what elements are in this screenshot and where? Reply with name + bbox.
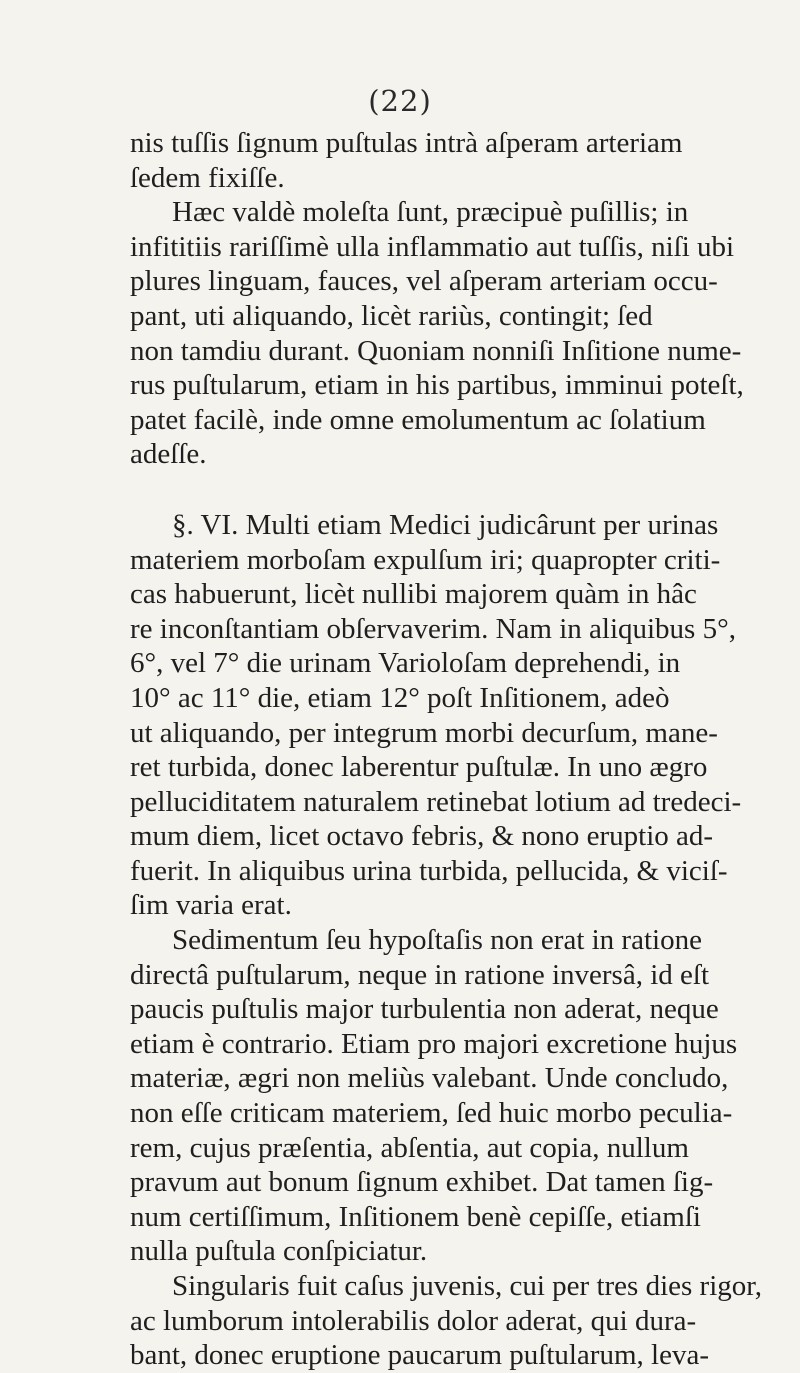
text-line: 6°, vel 7° die urinam Varioloſam deprehendi, in (130, 647, 681, 680)
text-line: Sedimentum ſeu hypoſtaſis non erat in ratione (172, 924, 702, 957)
text-line: ſim varia erat. (130, 889, 292, 922)
text-line: pravum aut bonum ſignum exhibet. Dat tamen ſig- (130, 1166, 714, 1199)
text-line: num certiſſimum, Inſitionem benè cepiſſe, etiamſi (130, 1200, 701, 1233)
text-line: ſedem fixiſſe. (130, 161, 285, 194)
body-text (130, 126, 790, 1373)
text-line: pant, uti aliquando, licèt rariùs, contingit; ſed (130, 299, 653, 332)
text-line: paucis puſtulis major turbulentia non aderat, neque (130, 993, 719, 1026)
text-line: adeſſe. (130, 438, 207, 471)
text-line: nulla puſtula conſpiciatur. (130, 1235, 428, 1268)
text-line: mum diem, licet octavo febris, & nono eruptio ad- (130, 820, 714, 853)
text-line: 10° ac 11° die, etiam 12° poſt Inſitionem, adeò (130, 681, 670, 714)
text-line: fuerit. In aliquibus urina turbida, pellucida, & viciſ- (130, 854, 728, 887)
section-vi-paragraph (130, 508, 790, 923)
text-line: rem, cujus præſentia, abſentia, aut copia, nullum (130, 1131, 689, 1164)
text-line: materiæ, ægri non meliùs valebant. Unde concludo, (130, 1062, 729, 1095)
text-line: Hæc valdè moleſta ſunt, præcipuè puſillis; in (172, 196, 689, 229)
paragraph-1 (130, 126, 790, 195)
text-line: patet facilè, inde omne emolumentum ac ſolatium (130, 403, 706, 436)
text-line: etiam è contrario. Etiam pro majori excretione hujus (130, 1027, 738, 1060)
section-heading-line: §. VI. Multi etiam Medici judicârunt per urinas (172, 508, 719, 541)
page-number: (22) (368, 84, 432, 118)
text-line: infititiis rariſſimè ulla inflammatio aut tuſſis, niſi ubi (130, 230, 735, 263)
text-line: non tamdiu durant. Quoniam nonniſi Inſitione nume- (130, 334, 742, 367)
text-line: ut aliquando, per integrum morbi decurſum, mane- (130, 716, 718, 749)
text-line: ac lumborum intolerabilis dolor aderat, qui dura- (130, 1304, 697, 1337)
text-line: ret turbida, donec laberentur puſtulæ. In uno ægro (130, 751, 708, 784)
paragraph-2 (130, 195, 790, 472)
text-line: materiem morboſam expulſum iri; quapropter criti- (130, 543, 721, 576)
text-line: cas habuerunt, licèt nullibi majorem quàm in hâc (130, 578, 697, 611)
text-line: pelluciditatem naturalem retinebat lotium ad tredeci- (130, 785, 742, 818)
text-line: rus puſtularum, etiam in his partibus, imminui poteſt, (130, 369, 744, 402)
text-line: re inconſtantiam obſervaverim. Nam in aliquibus 5°, (130, 612, 736, 645)
text-line: non eſſe criticam materiem, ſed huic morbo peculia- (130, 1097, 733, 1130)
text-line: directâ puſtularum, neque in ratione inversâ, id eſt (130, 958, 709, 991)
paragraph-singularis (130, 1269, 790, 1373)
text-line: bant, donec eruptione paucarum puſtularum, leva- (130, 1339, 709, 1372)
text-line: nis tuſſis ſignum puſtulas intrà aſperam arteriam (130, 127, 683, 159)
text-line: plures linguam, fauces, vel aſperam arteriam occu- (130, 265, 718, 298)
text-line: Singularis fuit caſus juvenis, cui per tres dies rigor, (172, 1270, 762, 1302)
paragraph-sedimentum (130, 923, 790, 1269)
